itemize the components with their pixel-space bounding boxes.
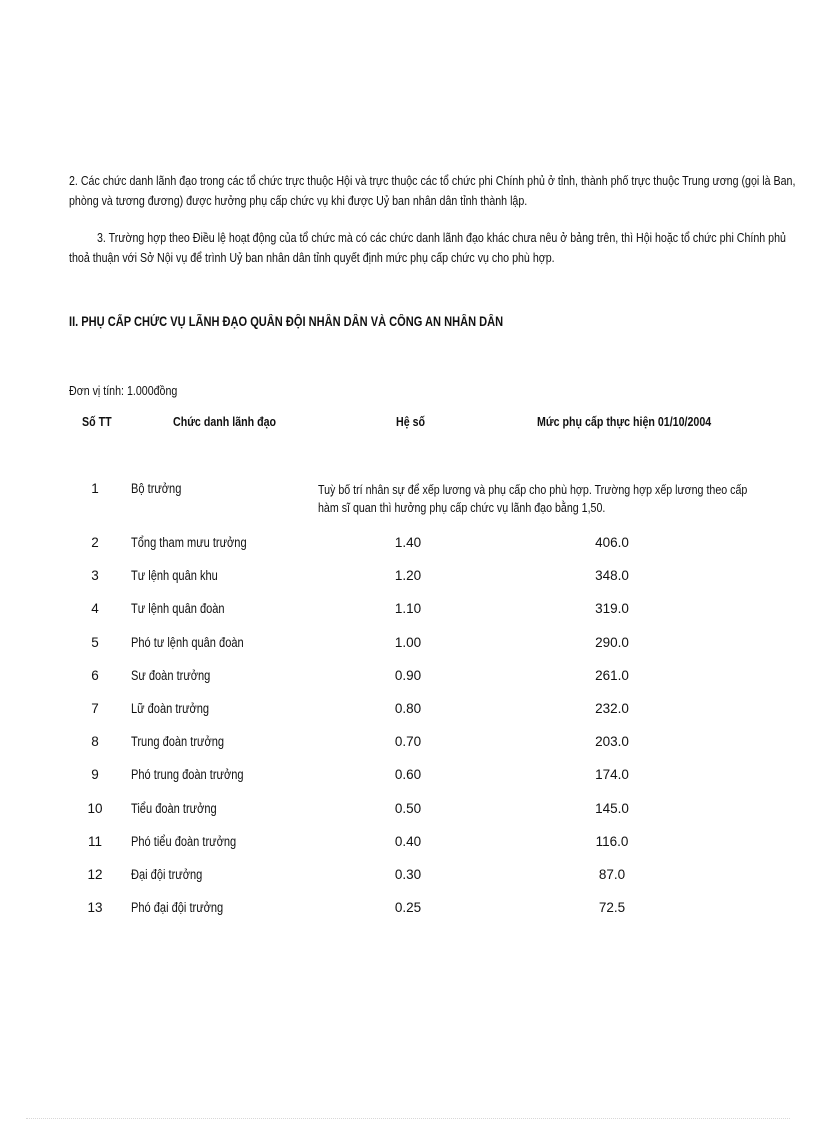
row-stt: 4	[91, 601, 99, 616]
row-amount: 72.5	[598, 900, 626, 915]
row-title: Đại đội trưởng	[131, 867, 203, 882]
header-amount: Mức phụ cấp thực hiện 01/10/2004	[537, 414, 712, 429]
row-stt: 3	[91, 568, 99, 583]
row-amount: 116.0	[595, 834, 629, 849]
row-coefficient: 0.80	[394, 701, 422, 716]
row-title: Phó tư lệnh quân đoàn	[131, 635, 244, 650]
row-title: Lữ đoàn trưởng	[131, 701, 210, 716]
page-bottom-rule	[26, 1118, 790, 1119]
row-coefficient: 0.40	[394, 834, 422, 849]
row-stt: 9	[91, 767, 99, 782]
header-coefficient: Hệ số	[396, 414, 426, 429]
row-amount: 319.0	[595, 601, 629, 616]
row-coefficient: 1.10	[394, 601, 422, 616]
row-stt: 6	[91, 668, 99, 683]
row-coefficient: 0.70	[394, 734, 422, 749]
unit-label: Đơn vị tính: 1.000đồng	[69, 383, 178, 398]
row-title: Bộ trưởng	[131, 481, 182, 496]
row-amount: 174.0	[595, 767, 629, 782]
row-stt: 11	[87, 834, 102, 849]
row-title: Tổng tham mưu trưởng	[131, 535, 247, 550]
section-heading: II. PHỤ CẤP CHỨC VỤ LÃNH ĐẠO QUÂN ĐỘI NHÂN DÂN VÀ CÔNG AN NHÂN DÂN	[69, 314, 504, 329]
table-row	[0, 867, 816, 891]
table-row	[0, 834, 816, 858]
row-coefficient: 1.20	[394, 568, 422, 583]
row-title: Phó đại đội trưởng	[131, 900, 224, 915]
paragraph-2	[69, 171, 816, 211]
row-title: Sư đoàn trưởng	[131, 668, 211, 683]
header-stt: Số TT	[82, 414, 112, 429]
row-1-note-line-1: Tuỳ bố trí nhân sự để xếp lương và phụ cấp cho phù hợp. Trường hợp xếp lương theo cấp	[318, 482, 748, 497]
table-row	[0, 568, 816, 592]
row-amount: 203.0	[595, 734, 629, 749]
row-coefficient: 1.00	[394, 635, 422, 650]
table-row	[0, 635, 816, 659]
table-row	[0, 767, 816, 791]
row-stt: 2	[91, 535, 99, 550]
paragraph-2-line-1: 2. Các chức danh lãnh đạo trong các tổ chức trực thuộc Hội và trực thuộc các tổ chức phi Chính phủ ở tỉnh, thành phố trực thuộc Trung ương (gọi là Ban,	[69, 173, 796, 188]
row-amount: 145.0	[595, 801, 629, 816]
row-1-note	[318, 481, 816, 517]
row-stt: 5	[91, 635, 99, 650]
table-row	[0, 601, 816, 625]
row-title: Tiểu đoàn trưởng	[131, 801, 217, 816]
row-1-note-line-2: hàm sĩ quan thì hưởng phụ cấp chức vụ lãnh đạo bằng 1,50.	[318, 500, 606, 515]
header-title: Chức danh lãnh đạo	[173, 414, 277, 429]
row-amount: 232.0	[595, 701, 629, 716]
row-amount: 348.0	[595, 568, 629, 583]
row-coefficient: 0.30	[394, 867, 422, 882]
table-row	[0, 734, 816, 758]
row-stt: 1	[91, 481, 99, 496]
row-stt: 10	[87, 801, 103, 816]
paragraph-3-line-2: thoả thuận với Sở Nội vụ để trình Uỷ ban nhân dân tỉnh quyết định mức phụ cấp chức vụ cho phù hợp.	[69, 250, 555, 265]
row-stt: 12	[87, 867, 103, 882]
row-coefficient: 0.50	[394, 801, 422, 816]
row-stt: 13	[87, 900, 103, 915]
row-coefficient: 0.60	[394, 767, 422, 782]
row-title: Phó trung đoàn trưởng	[131, 767, 244, 782]
table-row	[0, 801, 816, 825]
paragraph-2-line-2: phòng và tương đương) được hưởng phụ cấp chức vụ khi được Uỷ ban nhân dân tỉnh thành lập.	[69, 193, 528, 208]
row-amount: 406.0	[595, 535, 629, 550]
row-coefficient: 0.25	[394, 900, 422, 915]
table-row	[0, 535, 816, 559]
row-coefficient: 0.90	[394, 668, 422, 683]
table-row	[0, 668, 816, 692]
row-amount: 87.0	[598, 867, 626, 882]
row-title: Tư lệnh quân khu	[131, 568, 218, 583]
row-stt: 7	[91, 701, 99, 716]
row-title: Tư lệnh quân đoàn	[131, 601, 225, 616]
row-title: Trung đoàn trưởng	[131, 734, 225, 749]
row-stt: 8	[91, 734, 99, 749]
row-amount: 290.0	[595, 635, 629, 650]
table-row	[0, 701, 816, 725]
table-row	[0, 900, 816, 924]
row-coefficient: 1.40	[394, 535, 422, 550]
row-title: Phó tiểu đoàn trưởng	[131, 834, 237, 849]
paragraph-3	[69, 228, 816, 268]
row-amount: 261.0	[595, 668, 629, 683]
paragraph-3-line-1: 3. Trường hợp theo Điều lệ hoạt động của tổ chức mà có các chức danh lãnh đạo khác chưa nêu ở bảng trên, thì Hội hoặc tổ chức phi Chính phủ	[97, 230, 786, 245]
